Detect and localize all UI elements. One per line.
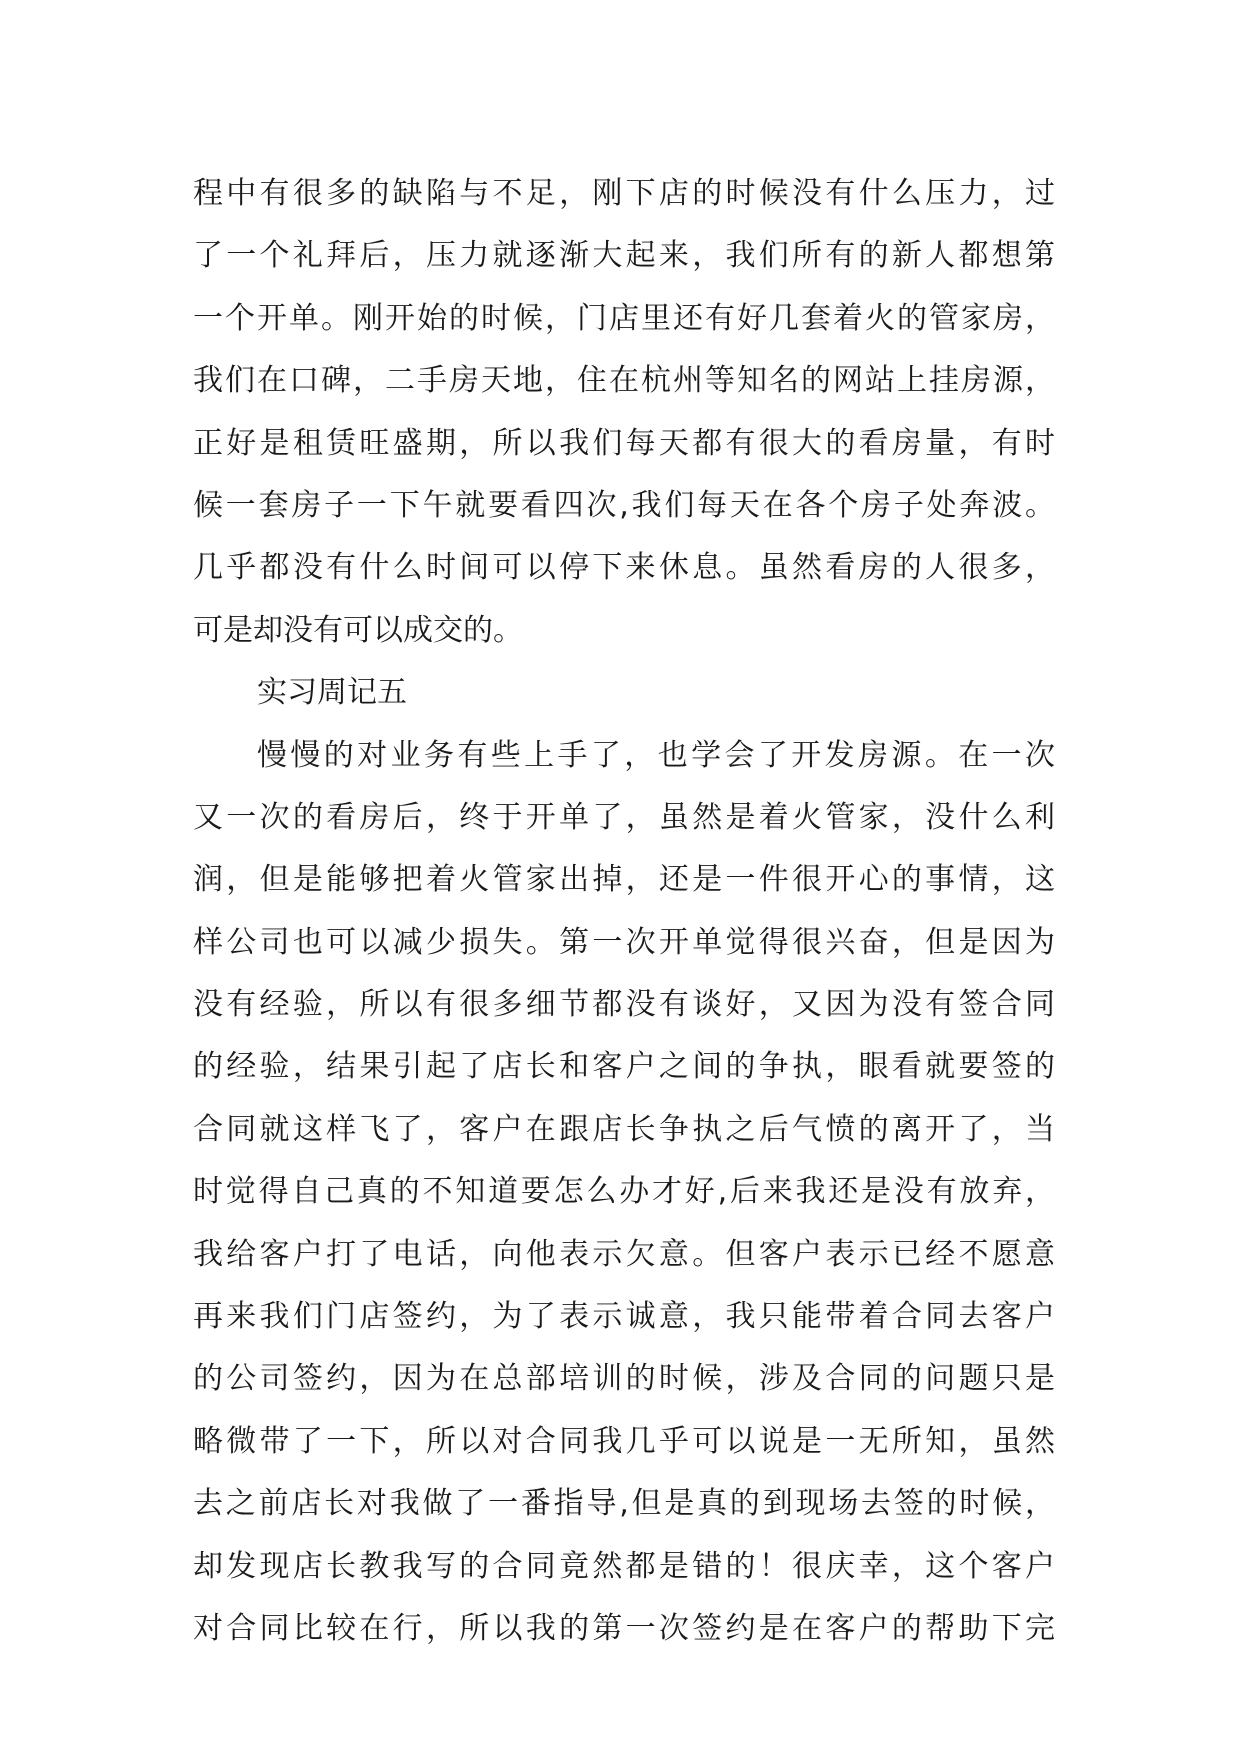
text-line: 我给客户打了电话，向他表示欠意。但客户表示已经不愿意: [193, 1236, 1055, 1272]
text-line: 我们在口碑，二手房天地，住在杭州等知名的网站上挂房源，: [193, 363, 1055, 399]
text-line: 润，但是能够把着火管家出掉，还是一件很开心的事情，这: [193, 862, 1055, 898]
text-line: 略微带了一下，所以对合同我几乎可以说是一无所知，虽然: [193, 1423, 1055, 1459]
text-line: 时觉得自己真的不知道要怎么办才好,后来我还是没有放弃，: [193, 1174, 1055, 1210]
text-line: 了一个礼拜后，压力就逐渐大起来，我们所有的新人都想第: [193, 238, 1055, 274]
text-line: 对合同比较在行，所以我的第一次签约是在客户的帮助下完: [193, 1610, 1055, 1646]
document-body: [193, 163, 1055, 1660]
text-line: 几乎都没有什么时间可以停下来休息。虽然看房的人很多，: [193, 550, 1055, 586]
text-line: 去之前店长对我做了一番指导,但是真的到现场去签的时候，: [193, 1486, 1055, 1522]
text-line: 慢慢的对业务有些上手了，也学会了开发房源。在一次: [257, 737, 1055, 773]
text-line: 程中有很多的缺陷与不足，刚下店的时候没有什么压力，过: [193, 176, 1055, 211]
section-heading: 实习周记五: [257, 675, 407, 711]
text-line: 候一套房子一下午就要看四次,我们每天在各个房子处奔波。: [193, 487, 1055, 523]
text-line: 可是却没有可以成交的。: [193, 612, 523, 648]
text-line: 再来我们门店签约，为了表示诚意，我只能带着合同去客户: [193, 1299, 1055, 1335]
text-line: 合同就这样飞了，客户在跟店长争执之后气愤的离开了，当: [193, 1111, 1055, 1147]
text-line: 没有经验，所以有很多细节都没有谈好，又因为没有签合同: [193, 987, 1055, 1023]
text-line: 一个开单。刚开始的时候，门店里还有好几套着火的管家房，: [193, 300, 1055, 336]
text-line: 的公司签约，因为在总部培训的时候，涉及合同的问题只是: [193, 1361, 1055, 1397]
text-line: 样公司也可以减少损失。第一次开单觉得很兴奋，但是因为: [193, 924, 1055, 960]
text-line: 又一次的看房后，终于开单了，虽然是着火管家，没什么利: [193, 799, 1055, 835]
text-line: 却发现店长教我写的合同竟然都是错的！很庆幸，这个客户: [193, 1548, 1055, 1584]
paragraph-2: [193, 725, 1055, 1661]
text-line: 正好是租赁旺盛期，所以我们每天都有很大的看房量，有时: [193, 425, 1055, 461]
text-line: 的经验，结果引起了店长和客户之间的争执，眼看就要签的: [193, 1049, 1055, 1085]
paragraph-1: [193, 163, 1055, 662]
